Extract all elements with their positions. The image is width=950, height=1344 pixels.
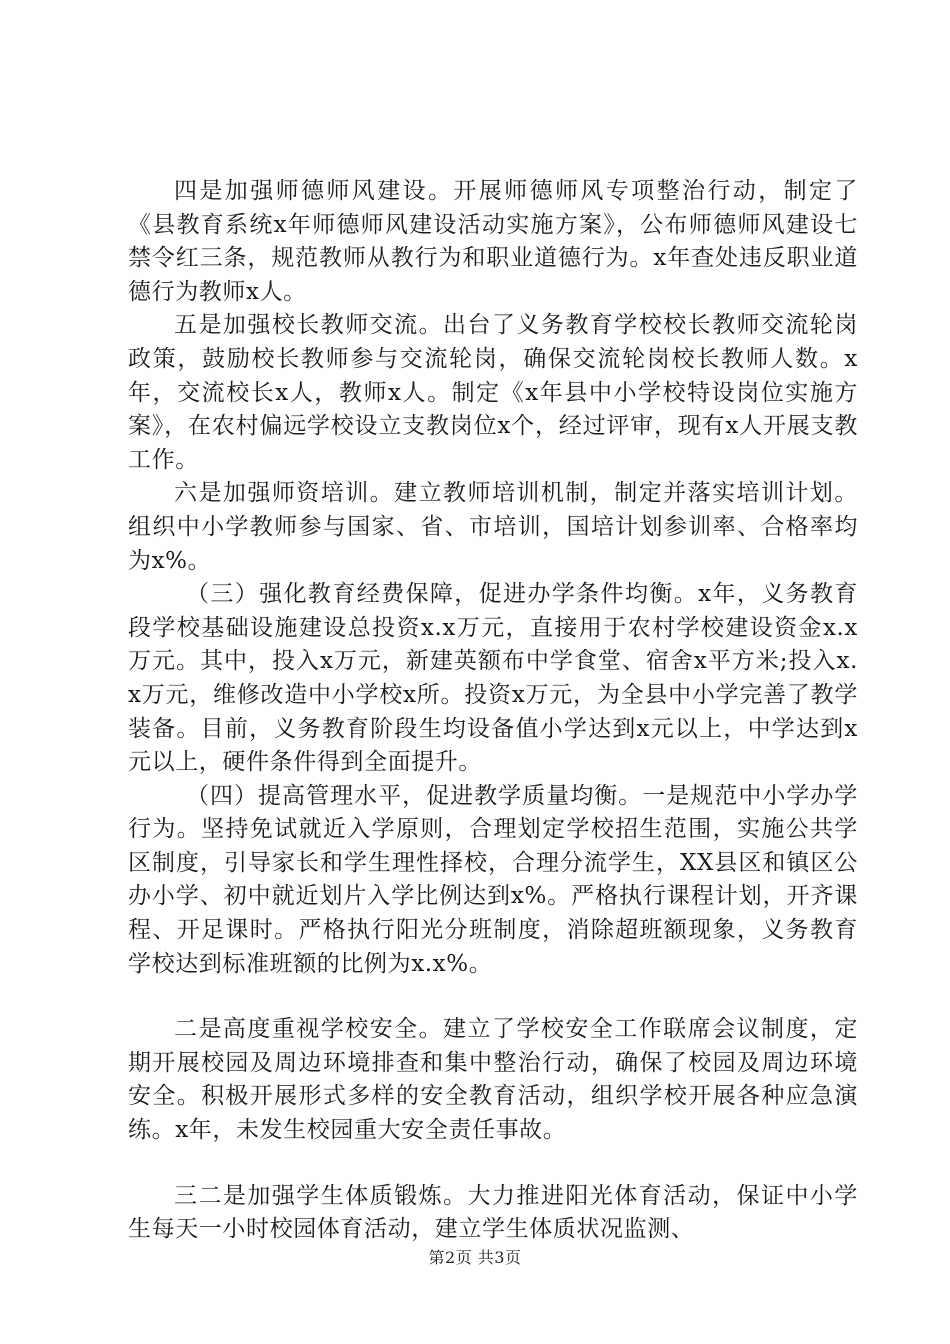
paragraph-funding-guarantee: （三）强化教育经费保障，促进办学条件均衡。x年，义务教育段学校基础设施建设总投资x.x万元，直接用于农村学校建设资金x.x万元。其中，投入x万元，新建英额布中学食堂、宿舍x平方米;投入x.x万元，维修改造中小学校x所。投资x万元，为全县中小学完善了教学装备。目前，义务教育阶段生均设备值小学达到x元以上，中学达到x元以上，硬件条件得到全面提升。 (128, 581, 858, 776)
paragraph-teacher-ethics: 四是加强师德师风建设。开展师德师风专项整治行动，制定了《县教育系统x年师德师风建设活动实施方案》，公布师德师风建设七禁令红三条，规范教师从教行为和职业道德行为。x年查处违反职业道德行为教师x人。 (128, 178, 858, 305)
paragraph-gap (128, 981, 858, 1013)
paragraph-physical-fitness: 三二是加强学生体质锻炼。大力推进阳光体育活动，保证中小学生每天一小时校园体育活动，建立学生体质状况监测、 (128, 1182, 858, 1243)
paragraph-school-safety: 二是高度重视学校安全。建立了学校安全工作联席会议制度，定期开展校园及周边环境排查和集中整治行动，确保了校园及周边环境安全。积极开展形式多样的安全教育活动，组织学校开展各种应急演练。x年，未发生校园重大安全责任事故。 (128, 1016, 858, 1144)
paragraph-principal-exchange: 五是加强校长教师交流。出台了义务教育学校校长教师交流轮岗政策，鼓励校长教师参与交流轮岗，确保交流轮岗校长教师人数。x年，交流校长x人，教师x人。制定《x年县中小学校特设岗位实施方案》，在农村偏远学校设立支教岗位x个，经过评审，现有x人开展支教工作。 (128, 312, 858, 473)
paragraph-teacher-training: 六是加强师资培训。建立教师培训机制，制定并落实培训计划。组织中小学教师参与国家、省、市培训，国培计划参训率、合格率均为x%。 (128, 480, 858, 574)
paragraph-gap (128, 1148, 858, 1180)
document-body (128, 175, 858, 1247)
page-number-footer: 第2页 共3页 (428, 1248, 522, 1267)
paragraph-management-level: （四）提高管理水平，促进教学质量均衡。一是规范中小学办学行为。坚持免试就近入学原则，合理划定学校招生范围，实施公共学区制度，引导家长和学生理性择校，合理分流学生，XX县区和镇区公办小学、初中就近划片入学比例达到x%。严格执行课程计划，开齐课程、开足课时。严格执行阳光分班制度，消除超班额现象，义务教育学校达到标准班额的比例为x.x%。 (128, 782, 858, 977)
